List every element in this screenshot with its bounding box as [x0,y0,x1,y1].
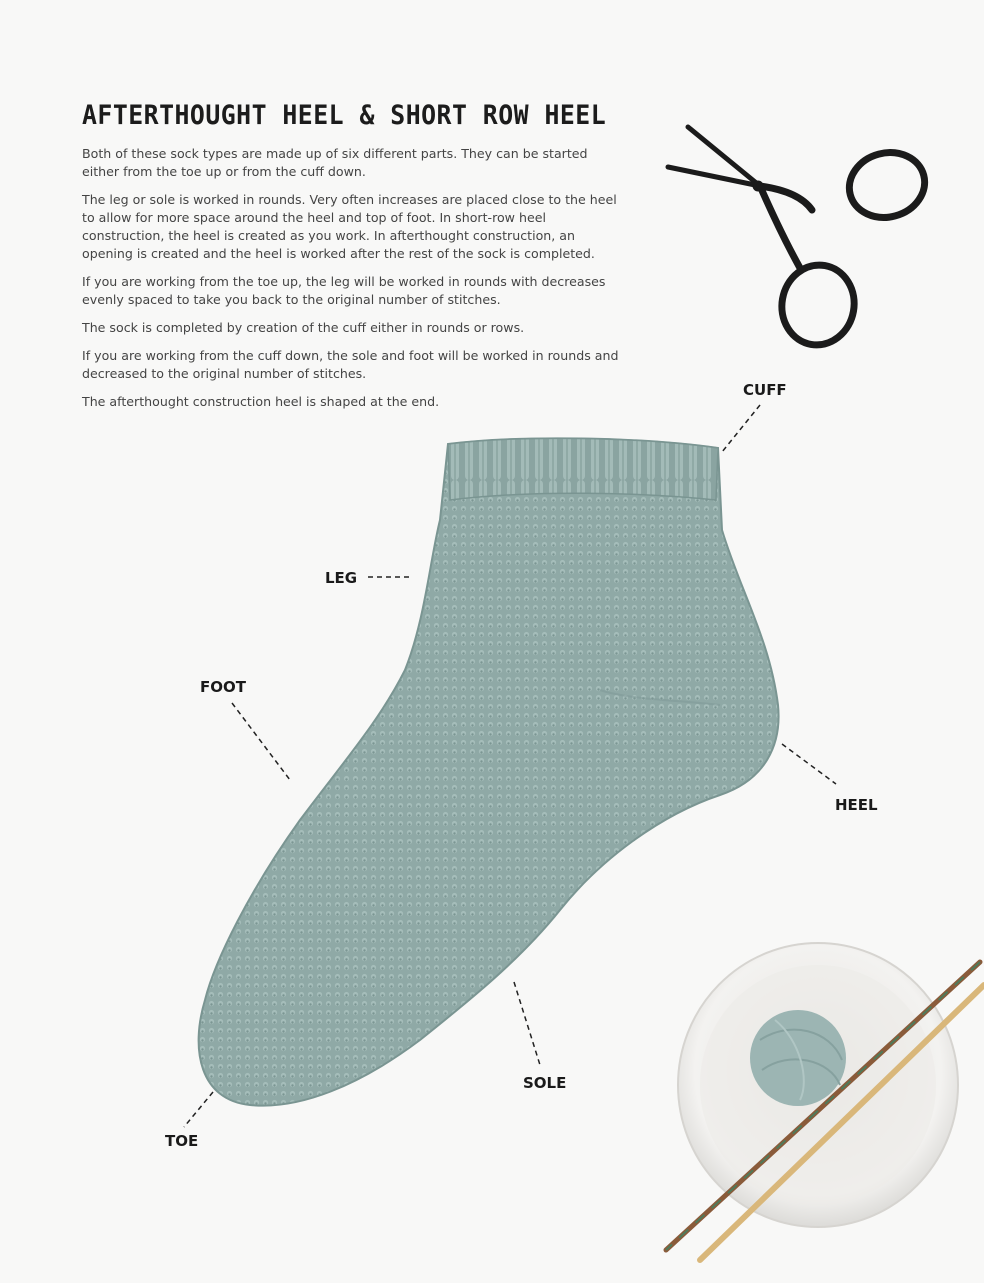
leg-label: LEG [325,569,358,587]
toe-label: TOE [165,1132,199,1150]
paragraph: The sock is completed by creation of the cuff either in rounds or rows. [82,320,525,335]
heel-leader-line [782,744,836,784]
cuff-leader-line [722,405,760,452]
paragraph: If you are working from the toe up, the leg will be worked in rounds with decreases evenly spaced to take you back to the original number of stitches. [82,274,606,307]
paragraph: The afterthought construction heel is shaped at the end. [82,394,440,409]
heel-label: HEEL [835,796,878,814]
toe-leader-line [184,1092,213,1127]
sole-leader-line [514,982,540,1065]
foot-leader-line [232,703,290,780]
sole-label: SOLE [523,1074,567,1092]
paragraph: Both of these sock types are made up of six different parts. They can be started either from the toe up or from the cuff down. [82,146,588,179]
sock-image [199,438,779,1105]
page-title: AFTERTHOUGHT HEEL & SHORT ROW HEEL [82,100,607,131]
scissors-image [668,127,932,351]
foot-label: FOOT [200,678,246,696]
paragraph: The leg or sole is worked in rounds. Very often increases are placed close to the heel to allow for more space around the heel and top of foot. In short-row heel construction, the heel is created as you work. In afterthought construction, an opening is created and the heel is worked after the rest of the sock is completed. [82,192,617,261]
cuff-label: CUFF [743,381,787,399]
body-text [82,145,622,421]
paragraph: If you are working from the cuff down, the sole and foot will be worked in rounds and decreased to the original number of stitches. [82,348,619,381]
bowl-image [666,943,984,1260]
yarn-ball-image [750,1010,846,1106]
